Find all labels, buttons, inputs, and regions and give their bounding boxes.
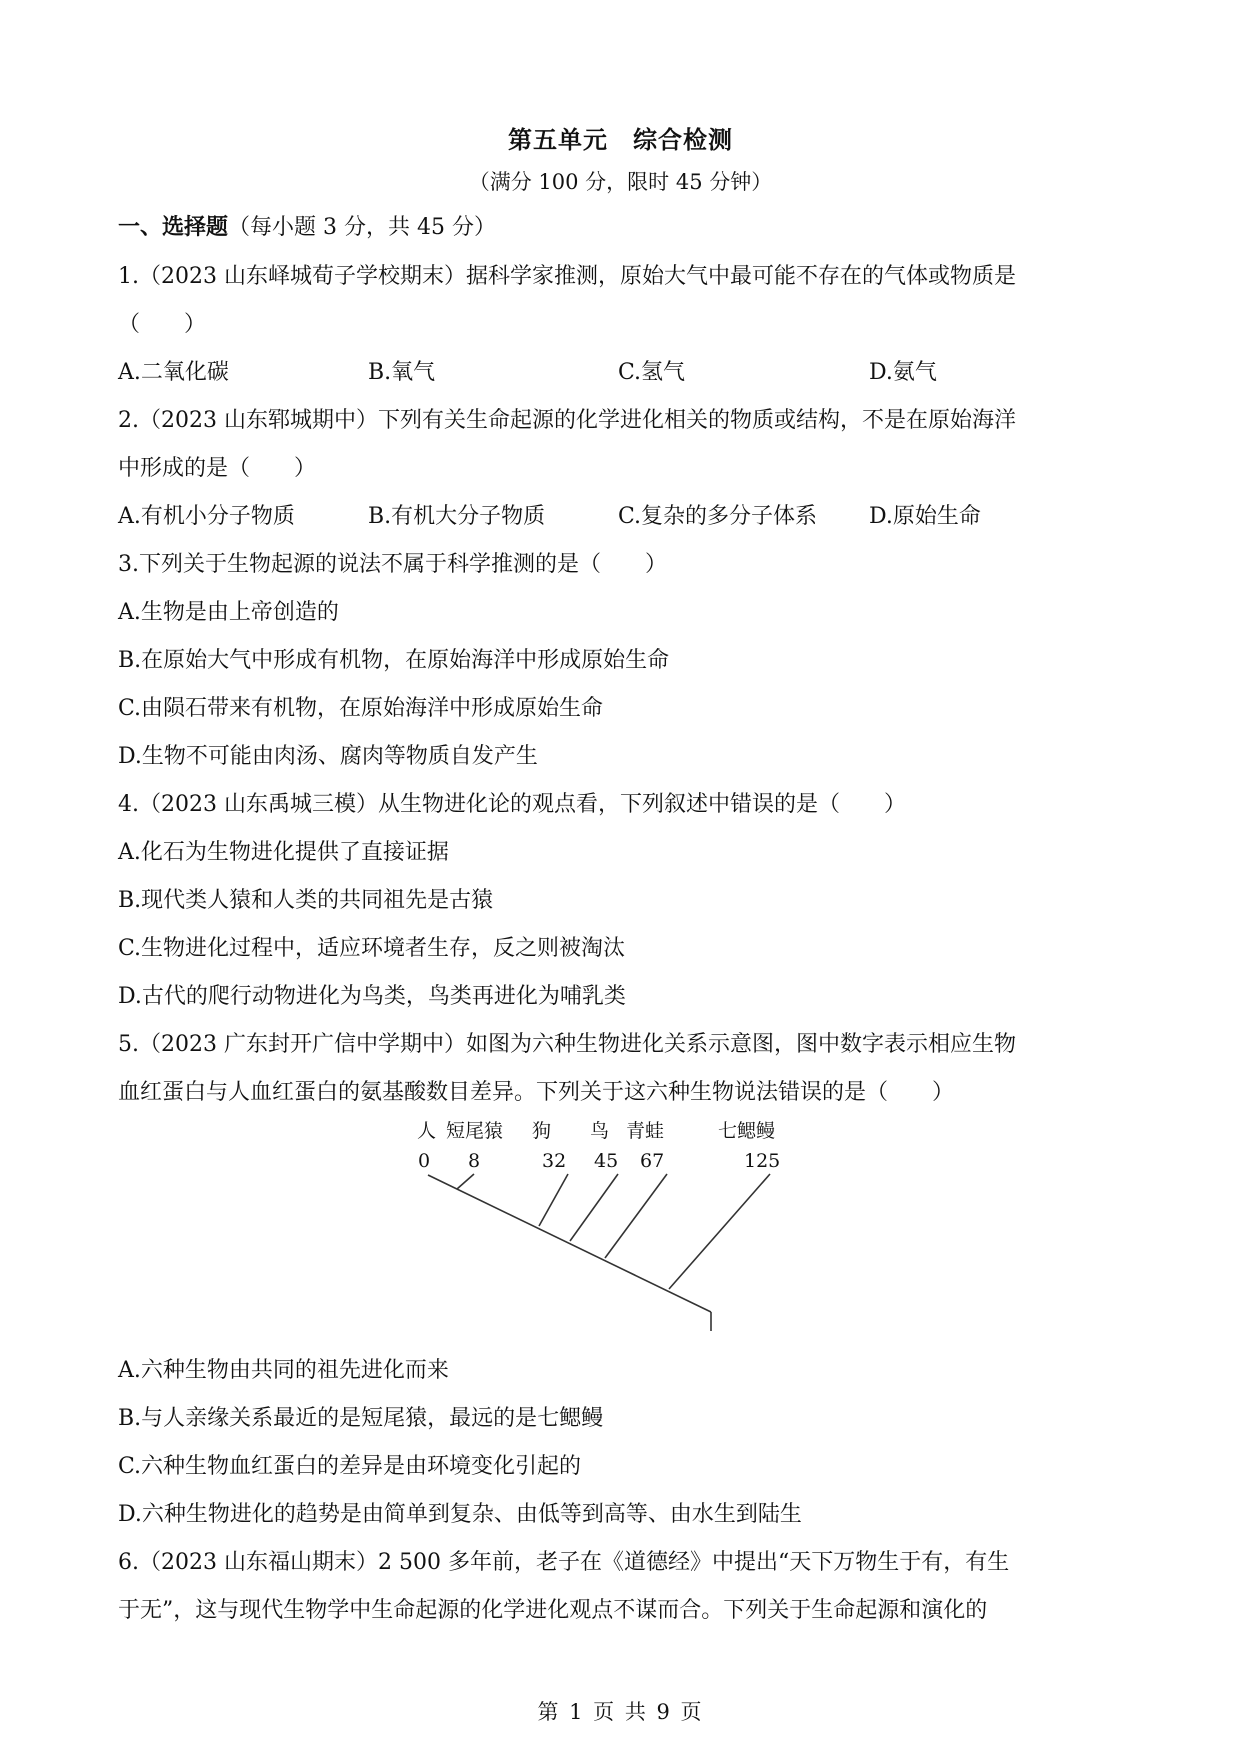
question-3-stem: 3.下列关于生物起源的说法不属于科学推测的是（ ） xyxy=(118,552,667,577)
page-footer: 第 1 页 共 9 页 xyxy=(537,1700,704,1724)
option-c: C.氢气 xyxy=(618,360,686,385)
option-c: C.复杂的多分子体系 xyxy=(618,504,818,529)
value-label-dog: 32 xyxy=(542,1150,567,1172)
species-label-frog: 青蛙 xyxy=(626,1120,665,1142)
value-label-macaque: 8 xyxy=(468,1150,481,1172)
branch-frog xyxy=(605,1174,667,1258)
question-4-option-b: B.现代类人猿和人类的共同祖先是古猿 xyxy=(118,888,494,913)
question-5-stem-cont: 血红蛋白与人血红蛋白的氨基酸数目差异。下列关于这六种生物说法错误的是（ ） xyxy=(118,1080,955,1105)
value-label-lamprey: 125 xyxy=(744,1150,781,1172)
option-d: D.氨气 xyxy=(869,360,937,385)
question-5-option-c: C.六种生物血红蛋白的差异是由环境变化引起的 xyxy=(118,1454,582,1479)
species-label-human: 人 xyxy=(417,1120,437,1142)
question-1-stem: 1.（2023 山东峄城荀子学校期末）据科学家推测，原始大气中最可能不存在的气体或物质是 xyxy=(118,264,1016,289)
question-3-option-b: B.在原始大气中形成有机物，在原始海洋中形成原始生命 xyxy=(118,648,670,673)
option-b: B.氧气 xyxy=(368,360,436,385)
branch-bird xyxy=(570,1174,618,1241)
section-note: （每小题 3 分，共 45 分） xyxy=(228,215,496,240)
question-4-option-c: C.生物进化过程中，适应环境者生存，反之则被淘汰 xyxy=(118,936,626,961)
question-5-stem: 5.（2023 广东封开广信中学期中）如图为六种生物进化关系示意图，图中数字表示相应生物 xyxy=(118,1032,1016,1057)
value-label-human: 0 xyxy=(418,1150,431,1172)
question-6-stem-cont: 于无”，这与现代生物学中生命起源的化学进化观点不谋而合。下列关于生命起源和演化的 xyxy=(118,1598,988,1623)
page-title: 第五单元 综合检测 xyxy=(508,126,733,154)
species-label-bird: 鸟 xyxy=(590,1120,610,1142)
question-2-stem-cont: 中形成的是（ ） xyxy=(118,456,317,481)
page-subtitle: （满分 100 分，限时 45 分钟） xyxy=(468,170,773,194)
question-2-stem: 2.（2023 山东郓城期中）下列有关生命起源的化学进化相关的物质或结构，不是在原始海洋 xyxy=(118,408,1016,433)
value-label-bird: 45 xyxy=(594,1150,619,1172)
question-5-option-d: D.六种生物进化的趋势是由简单到复杂、由低等到高等、由水生到陆生 xyxy=(118,1502,802,1527)
question-3-option-a: A.生物是由上帝创造的 xyxy=(118,600,339,625)
question-6-stem: 6.（2023 山东福山期末）2 500 多年前，老子在《道德经》中提出“天下万物生于有，有生 xyxy=(118,1550,1010,1575)
question-3-option-c: C.由陨石带来有机物，在原始海洋中形成原始生命 xyxy=(118,696,604,721)
question-3-option-d: D.生物不可能由肉汤、腐肉等物质自发产生 xyxy=(118,744,538,769)
tree-trunk xyxy=(428,1175,711,1312)
option-a: A.有机小分子物质 xyxy=(118,504,295,529)
option-d: D.原始生命 xyxy=(869,504,981,529)
question-4-option-a: A.化石为生物进化提供了直接证据 xyxy=(118,840,449,865)
value-label-frog: 67 xyxy=(640,1150,665,1172)
question-4-stem: 4.（2023 山东禹城三模）从生物进化论的观点看，下列叙述中错误的是（ ） xyxy=(118,792,906,817)
question-5-option-b: B.与人亲缘关系最近的是短尾猿，最远的是七鳃鳗 xyxy=(118,1406,604,1431)
section-title: 一、选择题 xyxy=(118,215,229,240)
species-label-dog: 狗 xyxy=(532,1120,552,1142)
branch-dog xyxy=(539,1174,568,1226)
question-4-option-d: D.古代的爬行动物进化为鸟类，鸟类再进化为哺乳类 xyxy=(118,984,626,1009)
question-1-stem-cont: （ ） xyxy=(118,312,207,337)
option-b: B.有机大分子物质 xyxy=(368,504,546,529)
question-5-option-a: A.六种生物由共同的祖先进化而来 xyxy=(118,1358,449,1383)
branch-macaque xyxy=(457,1174,474,1189)
species-label-lamprey: 七鳃鳗 xyxy=(718,1120,776,1142)
branch-lamprey xyxy=(669,1174,770,1289)
species-label-macaque: 短尾猿 xyxy=(446,1120,504,1142)
option-a: A.二氧化碳 xyxy=(118,360,229,385)
